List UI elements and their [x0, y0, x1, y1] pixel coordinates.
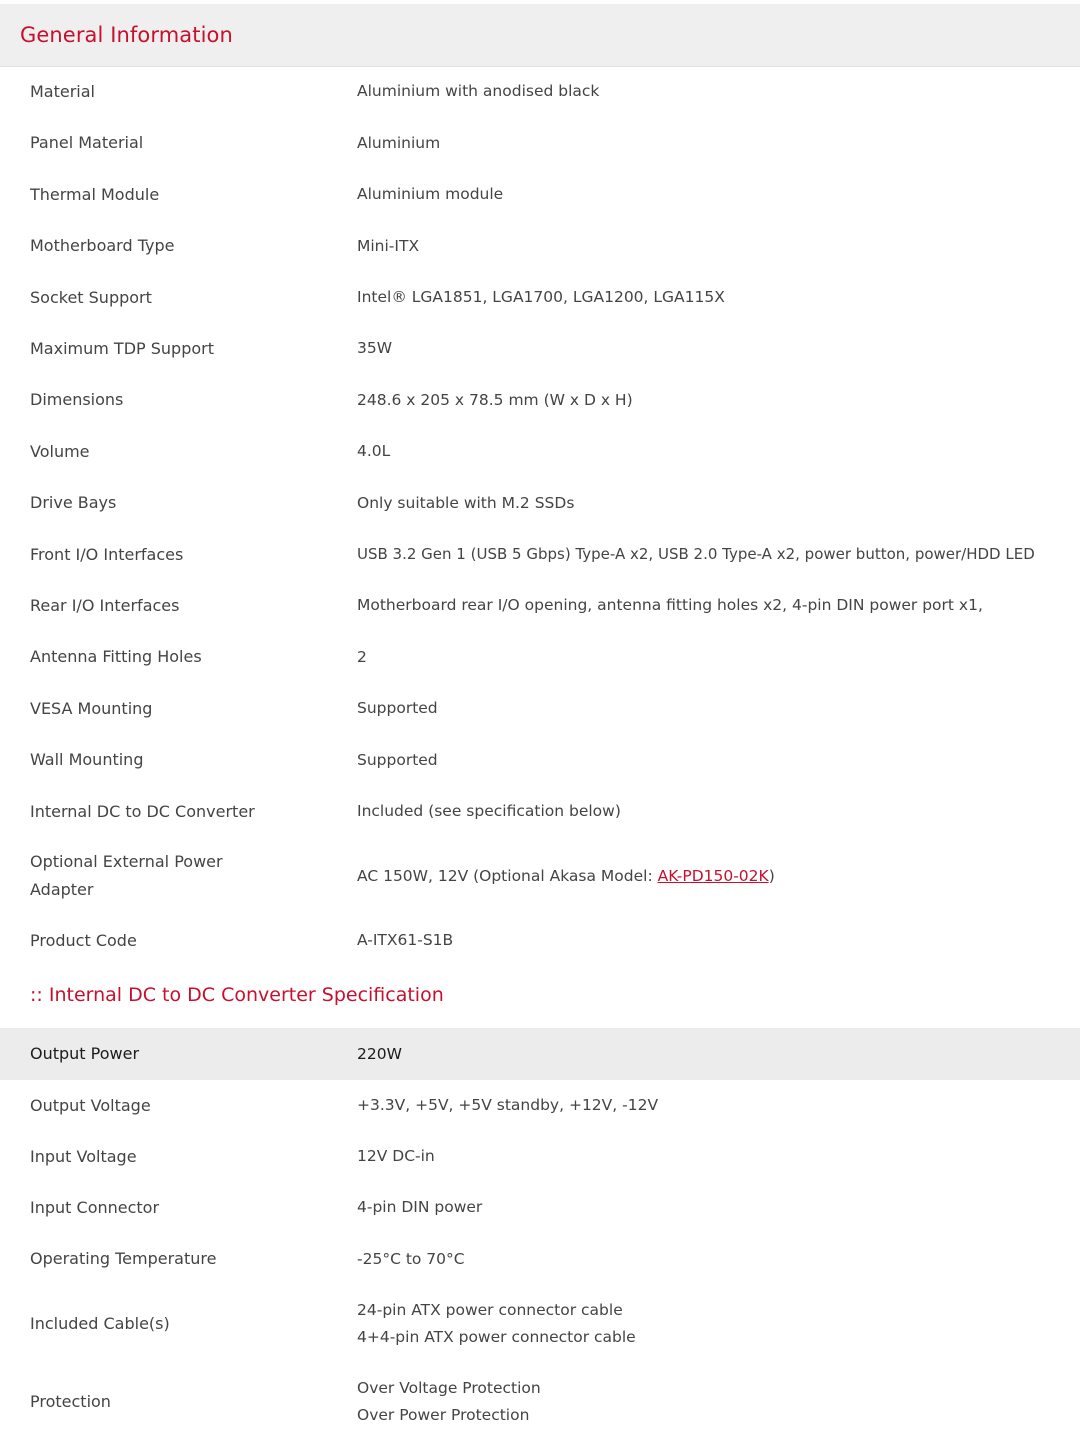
spec-label: Output Voltage	[30, 1095, 151, 1115]
spec-label: Motherboard Type	[30, 236, 175, 255]
adapter-value-prefix: AC 150W, 12V (Optional Akasa Model:	[357, 866, 658, 885]
spec-label: VESA Mounting	[30, 698, 153, 718]
spec-label: Input Connector	[30, 1197, 160, 1217]
spec-value	[357, 837, 775, 915]
spec-label: Internal DC to DC Converter	[30, 801, 255, 821]
adapter-model-link[interactable]: AK-PD150-02K	[657, 866, 769, 885]
spec-label: Dimensions	[30, 390, 124, 409]
spec-value-text	[357, 863, 775, 890]
spec-value: Aluminium	[357, 133, 441, 152]
spec-label: Rear I/O Interfaces	[30, 595, 180, 615]
spec-label-line: Adapter	[30, 880, 94, 899]
spec-row-wall-mounting	[0, 734, 1080, 786]
spec-row-max-tdp	[0, 323, 1080, 374]
spec-label: Panel Material	[30, 133, 144, 152]
converter-spec-heading	[0, 966, 1080, 1028]
general-information-header	[0, 4, 1080, 67]
spec-label: Material	[30, 81, 95, 101]
spec-label: Wall Mounting	[30, 750, 144, 769]
spec-value: 12V DC-in	[357, 1147, 435, 1165]
spec-label: Volume	[30, 441, 90, 461]
spec-label: Protection	[30, 1392, 111, 1411]
spec-label: Antenna Fitting Holes	[30, 647, 202, 666]
spec-label: Maximum TDP Support	[30, 338, 214, 358]
spec-row-panel-material	[0, 117, 1080, 169]
spec-value: 4-pin DIN power	[357, 1198, 483, 1216]
spec-value: -25°C to 70°C	[357, 1249, 465, 1268]
spec-value	[357, 1285, 636, 1363]
spec-row-output-power	[0, 1028, 1080, 1080]
spec-row-vesa-mounting	[0, 683, 1080, 734]
spec-value: Motherboard rear I/O opening, antenna fitting holes x2, 4-pin DIN power port x1,	[357, 596, 983, 614]
spec-value-line: Over Voltage Protection	[357, 1379, 541, 1397]
spec-row-output-voltage	[0, 1080, 1080, 1131]
spec-row-socket-support	[0, 272, 1080, 323]
spec-label: Output Power	[30, 1044, 140, 1063]
spec-label: Product Code	[30, 930, 137, 950]
spec-value	[357, 1363, 541, 1441]
spec-value: 4.0L	[357, 442, 391, 460]
spec-row-motherboard-type	[0, 220, 1080, 272]
section-title: General Information	[20, 23, 233, 47]
spec-label: Thermal Module	[30, 184, 160, 204]
spec-row-operating-temperature	[0, 1233, 1080, 1285]
spec-value-line: 24-pin ATX power connector cable	[357, 1301, 623, 1319]
spec-label: Operating Temperature	[30, 1249, 217, 1268]
spec-row-dimensions	[0, 374, 1080, 426]
spec-value: Supported	[357, 699, 438, 717]
converter-spec-title: :: Internal DC to DC Converter Specification	[30, 984, 444, 1006]
spec-label: Front I/O Interfaces	[30, 544, 184, 564]
spec-label	[30, 837, 330, 915]
spec-label: Included Cable(s)	[30, 1314, 170, 1333]
spec-value: Included (see specification below)	[357, 802, 621, 820]
spec-row-volume	[0, 426, 1080, 477]
spec-row-rear-io	[0, 580, 1080, 631]
spec-value: Supported	[357, 750, 438, 769]
spec-row-antenna-holes	[0, 631, 1080, 683]
spec-value: 2	[357, 647, 367, 666]
spec-row-included-cables	[0, 1285, 1080, 1363]
spec-value: USB 3.2 Gen 1 (USB 5 Gbps) Type-A x2, USB 2.0 Type-A x2, power button, power/HDD LED	[357, 545, 1035, 563]
spec-value-line: Over Power Protection	[357, 1406, 530, 1424]
spec-row-input-voltage	[0, 1131, 1080, 1182]
spec-row-protection	[0, 1363, 1080, 1441]
spec-label: Input Voltage	[30, 1146, 137, 1166]
spec-row-dc-converter	[0, 786, 1080, 837]
spec-value: +3.3V, +5V, +5V standby, +12V, -12V	[357, 1096, 659, 1114]
spec-row-drive-bays	[0, 477, 1080, 529]
spec-label: Drive Bays	[30, 493, 117, 512]
spec-value: 35W	[357, 339, 393, 357]
spec-row-material	[0, 66, 1080, 117]
spec-value-line: 4+4-pin ATX power connector cable	[357, 1328, 636, 1346]
spec-value: Intel® LGA1851, LGA1700, LGA1200, LGA115X	[357, 288, 725, 306]
adapter-value-suffix: )	[768, 866, 775, 885]
spec-value: Only suitable with M.2 SSDs	[357, 493, 575, 512]
spec-row-input-connector	[0, 1182, 1080, 1233]
spec-row-power-adapter	[0, 837, 1080, 915]
spec-value: Aluminium with anodised black	[357, 82, 600, 100]
spec-row-product-code	[0, 915, 1080, 966]
spec-row-thermal-module	[0, 169, 1080, 220]
spec-value: Mini-ITX	[357, 236, 420, 255]
spec-value: A-ITX61-S1B	[357, 931, 454, 949]
spec-value: Aluminium module	[357, 185, 504, 203]
spec-value: 220W	[357, 1044, 402, 1063]
spec-value: 248.6 x 205 x 78.5 mm (W x D x H)	[357, 390, 633, 409]
spec-label-line: Optional External Power	[30, 852, 223, 871]
spec-label: Socket Support	[30, 287, 152, 307]
spec-table	[0, 66, 1080, 1441]
spec-row-front-io	[0, 529, 1080, 580]
